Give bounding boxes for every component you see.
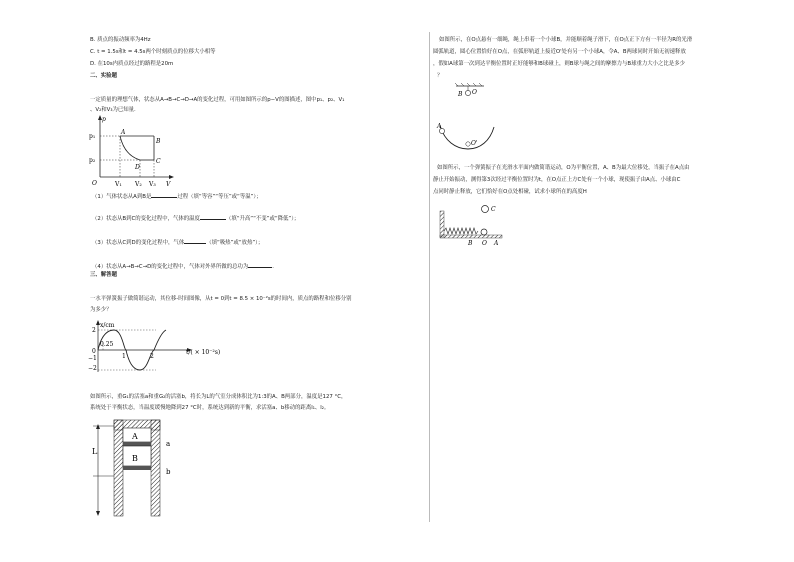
spring-b-label: B [468, 240, 473, 247]
sub-question-4: （4）状态从A→B→C→D的变化过程中，气体对外界所做的总功为 . [92, 264, 274, 270]
wave-tick-0: 0 [92, 348, 96, 355]
answer-blank-1[interactable] [151, 192, 177, 198]
pendulum-question-cont2: ，假如A球第一次到达平衡位置时正好能够和B球碰上，则B球与绳之间的摩擦力与B球重力大小之比是多少 [433, 61, 685, 67]
pv-diagram [88, 113, 180, 189]
answer-blank-3[interactable] [184, 238, 206, 244]
spring-c-label: C [491, 206, 496, 213]
section-solve-heading: 三、解答题 [90, 272, 117, 278]
pendulum-question-end: ？ [437, 73, 443, 79]
spring-o-label: O [482, 240, 487, 247]
spring-oscillator-diagram [436, 199, 506, 247]
pv-point-a: A [121, 129, 126, 136]
pv-v3-label: V₃ [149, 181, 156, 188]
pendulum-diagram [434, 83, 496, 151]
pendulum-b-label: B [458, 91, 463, 98]
wave-tick-1: 1 [122, 353, 126, 360]
cylinder-question-cont: 系统处于平衡状态，当温度缓慢地降到27 °C时，系统达到新的平衡，求活塞a、b移动的距离l₁、l₂。 [90, 405, 330, 411]
cylinder-length-label: L [92, 447, 98, 456]
gas-question-cont: 、V₂和V₃为已知量. [90, 107, 136, 113]
pendulum-question-cont: 圆弧轨道，圆心位置恰好在O点，在弧形轨道上接近O'处有另一个小球A，令A、B两球同时开始无初速释放 [433, 49, 686, 55]
cylinder-diagram [88, 416, 188, 518]
pendulum-o-prime-label: O' [471, 140, 478, 147]
spring-question-cont: 静止开始振动，测得第3次经过平衡位置时为t，在O点正上方C处有一个小球，现使振子由A点、小球由C [433, 177, 681, 183]
piston-a-label: a [166, 440, 171, 448]
wave-tick-025: 0.25 [100, 341, 114, 348]
pv-axis-v: V [166, 181, 171, 188]
gas-question: 一定质量的理想气体，状态从A→B→C→D→A的变化过程，可用如图所示的p−V的图描述，图中p₁、p₂、V₁ [90, 97, 345, 103]
chamber-a-label: A [132, 432, 138, 441]
pendulum-question: 如图所示，在O点悬有一细绳，绳上串着一个小球B，并能顺着绳子滑下，在O点正下方有一半径为R的光滑 [439, 37, 693, 43]
displacement-time-graph [86, 318, 226, 374]
spring-question: 如图所示，一个弹簧振子在光滑水平面内做简谐运动，O为平衡位置，A、B为最大位移处，当振子在A点由 [437, 165, 690, 171]
sub-question-3: （3）状态从C到D的变化过程中，气体 （填“吸热”或“放热”）； [92, 240, 264, 246]
pendulum-o-label: O [472, 89, 477, 96]
wave-tick-m1: −1 [88, 355, 97, 362]
option-c: C. t = 1.5s和t = 4.5s两个时刻质点的位移大小相等 [90, 49, 216, 55]
pv-axis-p: p [102, 116, 106, 123]
wave-question: 一水平弹簧振子做简谐运动，其位移-时间图像，从t = 0到t = 8.5 × 10⁻²s的时间内，质点的路程和位移分别 [90, 296, 352, 302]
pv-point-c: C [156, 158, 161, 165]
sub-question-1: （1）气体状态从A到B是 过程（填“等容”“等压”或“等温”）； [92, 194, 262, 200]
wave-t-axis-label: t/( × 10⁻²s) [186, 349, 221, 356]
answer-blank-2[interactable] [200, 214, 226, 220]
option-b: B. 质点的振动频率为4Hz [90, 37, 151, 43]
pv-p1-label: p₁ [89, 133, 96, 140]
pv-point-b: B [156, 138, 161, 145]
spring-question-cont2: 点同时静止释放，它们恰好在O点处相碰，试求小球所在的高度H [433, 189, 587, 195]
pv-v2-label: V₂ [135, 181, 142, 188]
section-experiment-heading: 二、实验题 [90, 73, 117, 79]
answer-blank-4[interactable] [248, 262, 272, 268]
wave-tick-t2: 2 [150, 353, 154, 360]
wave-y-axis-label: x/cm [100, 322, 115, 329]
cylinder-question: 如图所示，重G₁的活塞a和重G₂的活塞b，将长为L的气室分成体积比为1:3的A、B两部分，温度是127 °C， [90, 394, 347, 400]
wave-tick-m2: −2 [88, 365, 97, 372]
pv-point-d: D [135, 164, 140, 171]
sub-question-2: （2）状态从B到C的变化过程中，气体的温度 （填“升高”“不变”或“降低”）； [92, 216, 300, 222]
pendulum-a-label: A [437, 123, 442, 130]
wave-question-cont: 为多少？ [90, 307, 112, 313]
chamber-b-label: B [132, 454, 138, 463]
pv-v1-label: V₁ [115, 181, 122, 188]
pv-p2-label: p₂ [89, 157, 96, 164]
column-divider [429, 32, 430, 522]
pv-origin: O [92, 180, 97, 187]
option-d: D. 在10s内质点经过的路程是20m [90, 61, 174, 67]
wave-tick-2: 2 [92, 327, 96, 334]
spring-a-label: A [494, 240, 499, 247]
piston-b-label: b [166, 468, 171, 476]
